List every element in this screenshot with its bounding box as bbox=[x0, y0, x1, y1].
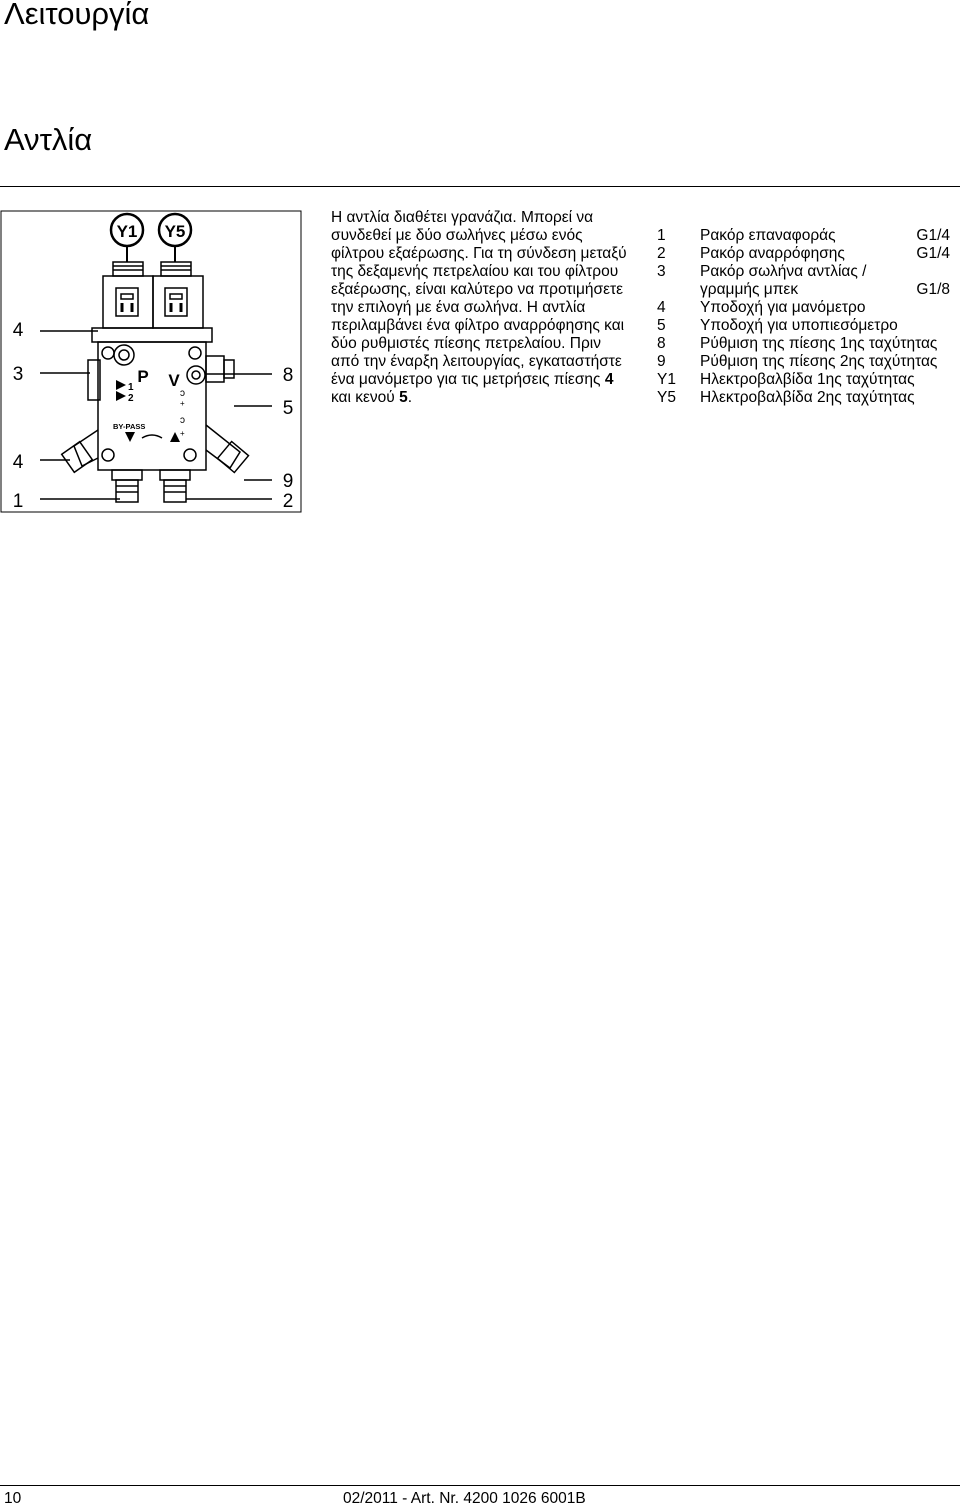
legend-desc: Ρακόρ επαναφοράς bbox=[700, 227, 836, 244]
valve-label-y5 bbox=[159, 214, 191, 246]
pump-diagram bbox=[0, 210, 302, 513]
legend-desc: Ηλεκτροβαλβίδα 2ης ταχύτητας bbox=[700, 389, 915, 406]
figure-frame bbox=[1, 211, 301, 512]
callout-2: 2 bbox=[282, 491, 294, 512]
pump-label-bypass: BY-PASS bbox=[113, 422, 146, 431]
legend-spec: G1/4 bbox=[916, 227, 950, 244]
svg-text:+: + bbox=[180, 399, 185, 408]
valve-label-y1 bbox=[111, 214, 143, 246]
legend-desc: Υποδοχή για υποπιεσόμετρο bbox=[700, 317, 898, 334]
legend-item bbox=[655, 245, 960, 263]
callout-1: 1 bbox=[12, 491, 24, 512]
valve-label-y1-text: Y1 bbox=[116, 222, 138, 241]
legend-num: 2 bbox=[657, 245, 666, 262]
legend-item bbox=[655, 335, 960, 353]
pump-label-v: V bbox=[168, 371, 180, 390]
pump-body bbox=[62, 328, 249, 502]
legend-item bbox=[655, 299, 960, 317]
svg-text:ↄ: ↄ bbox=[180, 415, 185, 426]
pump-label-speed-2: 2 bbox=[128, 393, 134, 404]
pump-label-p: P bbox=[137, 367, 149, 386]
legend-desc: Ηλεκτροβαλβίδα 1ης ταχύτητας bbox=[700, 371, 915, 388]
legend-item bbox=[655, 317, 960, 335]
legend-item bbox=[655, 263, 960, 281]
legend-desc: Ρύθμιση της πίεσης 2ης ταχύτητας bbox=[700, 353, 938, 370]
callout-8: 8 bbox=[282, 365, 294, 386]
legend-num: 9 bbox=[657, 353, 666, 370]
legend-item bbox=[655, 371, 960, 389]
legend-item bbox=[655, 281, 960, 299]
legend-item bbox=[655, 227, 960, 245]
legend-list bbox=[655, 227, 960, 407]
legend-spec: G1/4 bbox=[916, 245, 950, 262]
svg-text:ↄ: ↄ bbox=[180, 388, 185, 399]
legend-desc: Υποδοχή για μανόμετρο bbox=[700, 299, 866, 316]
footer-divider bbox=[0, 1485, 960, 1486]
solenoid-y5 bbox=[153, 262, 203, 328]
legend-desc: Ρύθμιση της πίεσης 1ης ταχύτητας bbox=[700, 335, 938, 352]
intro-text-mid: και κενού bbox=[331, 389, 400, 406]
legend-num: 4 bbox=[657, 299, 666, 316]
legend-num: Y1 bbox=[657, 371, 676, 388]
pump-label-speed-1: 1 bbox=[128, 382, 134, 393]
solenoid-y1 bbox=[103, 262, 153, 328]
svg-text:+: + bbox=[180, 429, 185, 438]
footer-article-number: 02/2011 - Art. Nr. 4200 1026 6001B bbox=[343, 1490, 586, 1507]
callout-5: 5 bbox=[282, 398, 294, 419]
callout-9: 9 bbox=[282, 471, 294, 492]
header-divider bbox=[0, 186, 960, 187]
intro-ref-5: 5 bbox=[399, 389, 408, 406]
intro-text-end: . bbox=[407, 389, 413, 406]
legend-num: 1 bbox=[657, 227, 666, 244]
legend-num: 3 bbox=[657, 263, 666, 280]
page-header-title: Λειτουργία bbox=[4, 0, 150, 31]
valve-label-y5-text: Y5 bbox=[164, 222, 186, 241]
legend-item bbox=[655, 389, 960, 407]
footer-page-number: 10 bbox=[4, 1490, 22, 1507]
callout-4-top: 4 bbox=[12, 320, 24, 341]
intro-text: Η αντλία διαθέτει γρανάζια. Μπορεί να συνδεθεί με δύο σωλήνες μέσω ενός φίλτρου εξαέρωσης. Για τη σύνδεση μεταξύ της δεξαμενής πετρελαίου και του φίλτρου εξαέρωσης, είναι καλύτερο να προτιμήσετε την επιλογή με ένα σωλήνα. Η αντλία περιλαμβάνει ένα φίλτρο αναρρόφησης και δύο ρυθμιστές πίεσης πετρελαίου. Πριν από την έναρξη λειτουργίας, εγκαταστήστε ένα μανόμετρο για τις μετρήσεις πίεσης bbox=[331, 209, 627, 388]
legend-item bbox=[655, 353, 960, 371]
legend-num: Y5 bbox=[657, 389, 676, 406]
legend-num: 5 bbox=[657, 317, 666, 334]
legend-spec: G1/8 bbox=[916, 281, 950, 298]
legend-desc: γραμμής μπεκ bbox=[700, 281, 799, 298]
intro-paragraph bbox=[331, 209, 631, 407]
section-title: Αντλία bbox=[4, 122, 93, 157]
legend-desc: Ρακόρ αναρρόφησης bbox=[700, 245, 845, 262]
legend-desc: Ρακόρ σωλήνα αντλίας / bbox=[700, 263, 867, 280]
callout-4-bottom: 4 bbox=[12, 452, 24, 473]
legend-num: 8 bbox=[657, 335, 666, 352]
callout-3: 3 bbox=[12, 364, 24, 385]
intro-ref-4: 4 bbox=[604, 371, 614, 388]
